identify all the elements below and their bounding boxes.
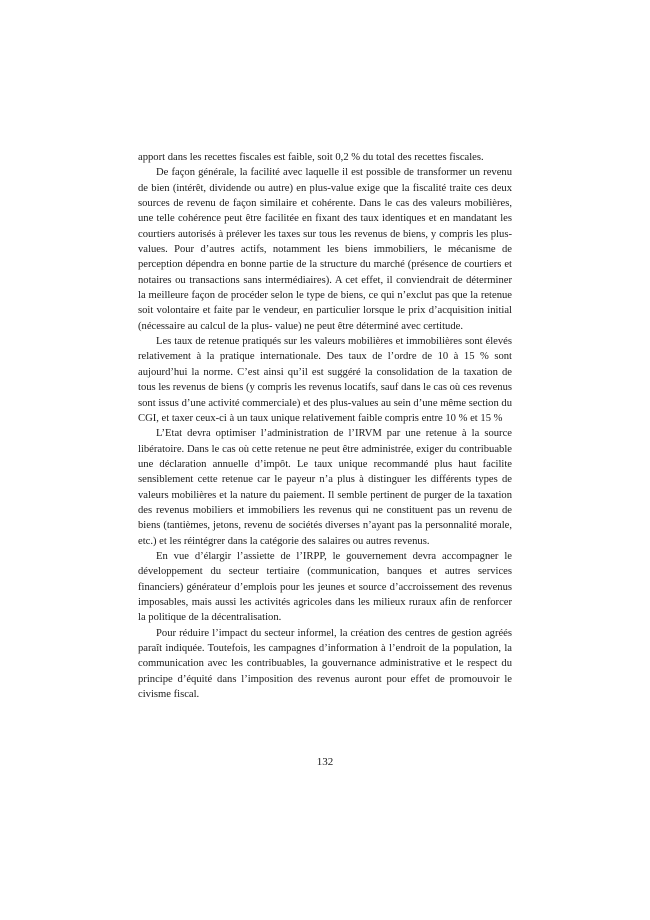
paragraph-irvm-administration: L’Etat devra optimiser l’administration de l’IRVM par une retenue à la source libératoire. Dans le cas où cette retenue ne peut être administrée, exiger du contribuable une déclaration annuelle d’impôt. Le taux unique recommandé plus haut facilite sensiblement cette retenue car le payeur n’a plus à distinguer les différents types de valeurs mobilières et la nature du paiement. Il semble pertinent de purger de la taxation des revenus mobiliers et immobiliers les revenus qui ne constituent pas un revenu de biens (tantièmes, jetons, revenu de sociétés diverses n’ayant pas la personnalité morale, etc.) et les réintégrer dans la catégorie des salaires ou autres revenus. — [138, 428, 512, 547]
paragraph-informal-sector: Pour réduire l’impact du secteur informel, la création des centres de gestion agréés paraît indiquée. Toutefois, les campagnes d’information à l’endroit de la population, la communication avec les contribuables, la gouvernance administrative et le respect du principe d’équité dans l’imposition des revenus auront pour effet de promouvoir le civisme fiscal. — [138, 627, 512, 701]
paragraph-withholding-rates: Les taux de retenue pratiqués sur les valeurs mobilières et immobilières sont élevés relativement à la pratique internationale. Des taux de l’ordre de 10 à 15 % sont aujourd’hui la norme. C’est ainsi qu’il est suggéré la consolidation de la taxation de tous les revenus de biens (y compris les revenus locatifs, sauf dans le cas où ces revenus sont issus d’une activité commerciale) et des plus-values au sein d’une même section du CGI, et taxer ceux-ci à un taux unique relativement faible compris entre 10 % et 15 % — [138, 336, 512, 424]
paragraph-irpp-base: En vue d’élargir l’assiette de l’IRPP, le gouvernement devra accompagner le développement du secteur tertiaire (communication, banques et autres services financiers) générateur d’emplois pour les jeunes et source d’accroissement des revenus imposables, mais aussi les activités agricoles dans les milieux ruraux afin de renforcer la politique de la décentralisation. — [138, 550, 512, 624]
document-body — [138, 150, 512, 702]
paragraph-revenue-consistency: De façon générale, la facilité avec laquelle il est possible de transformer un revenu de bien (intérêt, dividende ou autre) en plus-value exige que la fiscalité traite ces deux sources de revenu de façon similaire et cohérente. Dans le cas des valeurs mobilières, une telle cohérence peut être facilitée en fixant des taux identiques et en mandatant les courtiers autorisés à prélever les taxes sur tous les revenus de biens, y compris les plus-values. Pour d’autres actifs, notamment les biens immobiliers, le mécanisme de perception dépendra en bonne partie de la structure du marché (présence de courtiers et notaires ou transactions sans intermédiaires). A cet effet, il conviendrait de déterminer la meilleure façon de procéder selon le type de biens, ce qui n’exclut pas que la retenue soit volontaire et faite par le vendeur, en particulier lorsque le prix d’acquisition initial (nécessaire au calcul de la plus- value) ne peut être déterminé avec certitude. — [138, 167, 512, 332]
paragraph-continuation: apport dans les recettes fiscales est faible, soit 0,2 % du total des recettes fiscales. — [138, 152, 484, 163]
page-number: 132 — [316, 756, 334, 768]
